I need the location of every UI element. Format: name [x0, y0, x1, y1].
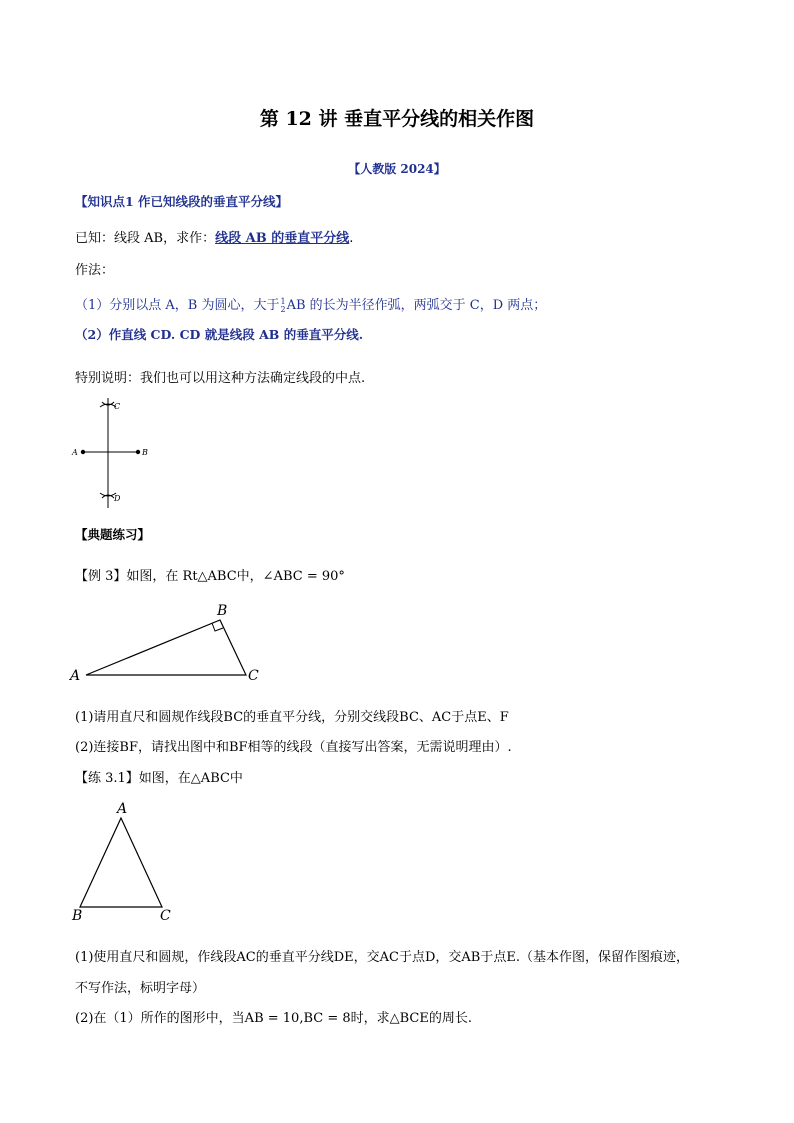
bisector-figure — [68, 394, 168, 514]
right-triangle-figure — [66, 598, 276, 688]
vertex-c-2: C — [160, 908, 171, 924]
vertex-a: A — [70, 668, 81, 684]
edition-label: 【人教版 2024】 — [348, 162, 446, 176]
known-line — [75, 227, 353, 246]
label-b: B — [142, 448, 148, 457]
vertex-b-2: B — [72, 908, 83, 924]
practice-3-1-question-2: (2)在（1）所作的图形中，当AB = 10,BC = 8时，求△BCE的周长. — [75, 1011, 472, 1026]
point-a — [81, 450, 85, 454]
known-target: 线段 AB 的垂直平分线 — [215, 231, 350, 246]
special-note: 特别说明：我们也可以用这种方法确定线段的中点. — [75, 371, 366, 386]
example-3-question-2: (2)连接BF，请找出图中和BF相等的线段（直接写出答案，无需说明理由）. — [75, 740, 512, 755]
label-a: A — [72, 448, 78, 457]
practice-3-1-intro: 【练 3.1】如图，在△ABC中 — [75, 771, 243, 786]
label-c: C — [114, 402, 121, 411]
step-1-part-b: AB 的长为半径作弧，两弧交于 C，D 两点； — [286, 298, 547, 313]
page-title: 第 12 讲 垂直平分线的相关作图 — [259, 108, 535, 130]
label-d: D — [114, 494, 121, 503]
example-3-question-1: (1)请用直尺和圆规作线段BC的垂直平分线，分别交线段BC、AC于点E、F — [75, 710, 509, 725]
triangle-figure — [66, 798, 186, 926]
knowledge-point-header: 【知识点1 作已知线段的垂直平分线】 — [75, 194, 289, 209]
practice-3-1-question-1-line-1: (1)使用直尺和圆规，作线段AC的垂直平分线DE，交AC于点D，交AB于点E.（基本作图，保留作图痕迹， — [75, 950, 689, 965]
known-prefix: 已知：线段 AB，求作： — [75, 231, 216, 246]
example-3-intro: 【例 3】如图，在 Rt△ABC中，∠ABC = 90° — [75, 569, 345, 584]
known-suffix: . — [349, 231, 354, 246]
practice-3-1-question-1-line-2: 不写作法，标明字母） — [75, 981, 206, 996]
step-1-part-a: （1）分别以点 A，B 为圆心，大于 — [75, 298, 280, 313]
fraction-numerator: 1 — [280, 296, 286, 306]
fraction-denominator: 2 — [280, 304, 286, 314]
practice-header: 【典题练习】 — [75, 527, 151, 542]
point-b — [136, 450, 140, 454]
vertex-b: B — [217, 603, 228, 619]
step-1 — [75, 294, 546, 314]
one-half-fraction — [280, 298, 285, 314]
triangle-abc-2 — [80, 818, 162, 907]
vertex-c: C — [248, 668, 259, 684]
method-label: 作法： — [75, 263, 115, 278]
step-2: （2）作直线 CD. CD 就是线段 AB 的垂直平分线. — [75, 327, 364, 342]
vertex-a-2: A — [117, 801, 128, 817]
